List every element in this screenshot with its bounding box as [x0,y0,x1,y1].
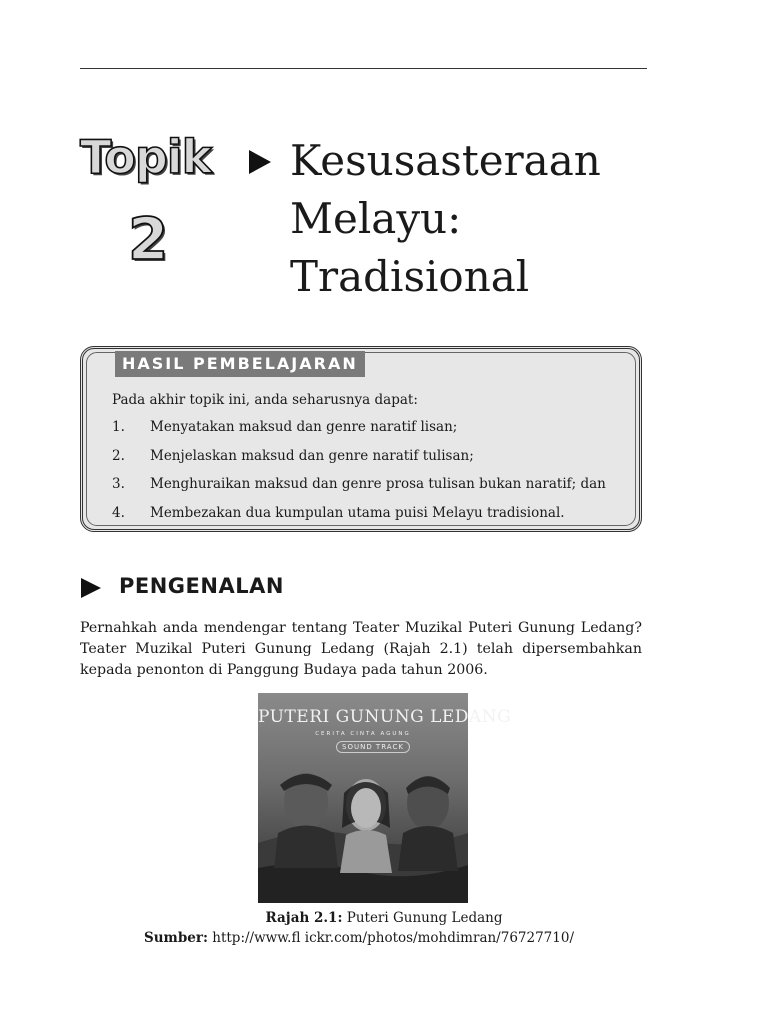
topic-number: 2 [128,205,169,273]
list-item-text: Menyatakan maksud dan genre naratif lisan; [150,419,458,435]
section-heading: PENGENALAN [119,574,284,598]
figure-caption [0,910,768,926]
figure-image [258,693,512,903]
list-item-number: 4. [112,504,125,521]
caption-label: Rajah 2.1: [265,910,343,926]
poster-badge: SOUND TRACK [336,741,410,753]
topic-title-line: Tradisional [290,252,530,301]
list-item-number: 1. [112,419,125,435]
header-rule [80,68,647,69]
learning-outcomes-inner-border [86,352,636,526]
caption-text: Puteri Gunung Ledang [346,910,503,926]
list-item-text: Menjelaskan maksud dan genre naratif tulisan; [150,447,474,464]
source-link[interactable]: http://www.fl ickr.com/photos/mohdimran/76727710/ [212,930,574,946]
topic-title [290,132,601,306]
topic-arrow-icon [249,150,271,174]
topic-title-line: Melayu: [290,194,462,243]
list-item-number: 2. [112,447,125,464]
poster-subtitle: CERITA CINTA AGUNG [315,731,411,737]
source-label: Sumber: [143,930,208,946]
topic-title-line: Kesusasteraan [290,136,601,185]
figure-source [0,930,718,946]
learning-outcomes-intro: Pada akhir topik ini, anda seharusnya dapat: [112,392,418,408]
intro-paragraph: Pernahkah anda mendengar tentang Teater Muzikal Puteri Gunung Ledang? Teater Muzikal Puteri Gunung Ledang (Rajah 2.1) telah dipersembahkan kepada penonton di Panggung Budaya pada tahun 2006. [80,620,642,678]
section-arrow-icon [81,578,101,598]
learning-outcomes-header: HASIL PEMBELAJARAN [115,351,365,377]
topic-label: Topik [80,130,212,184]
list-item-text: Membezakan dua kumpulan utama puisi Melayu tradisional. [150,504,565,521]
poster-title: PUTERI GUNUNG LEDANG [258,707,512,727]
list-item-number: 3. [112,476,125,492]
list-item-text: Menghuraikan maksud dan genre prosa tulisan bukan naratif; dan [150,476,606,492]
